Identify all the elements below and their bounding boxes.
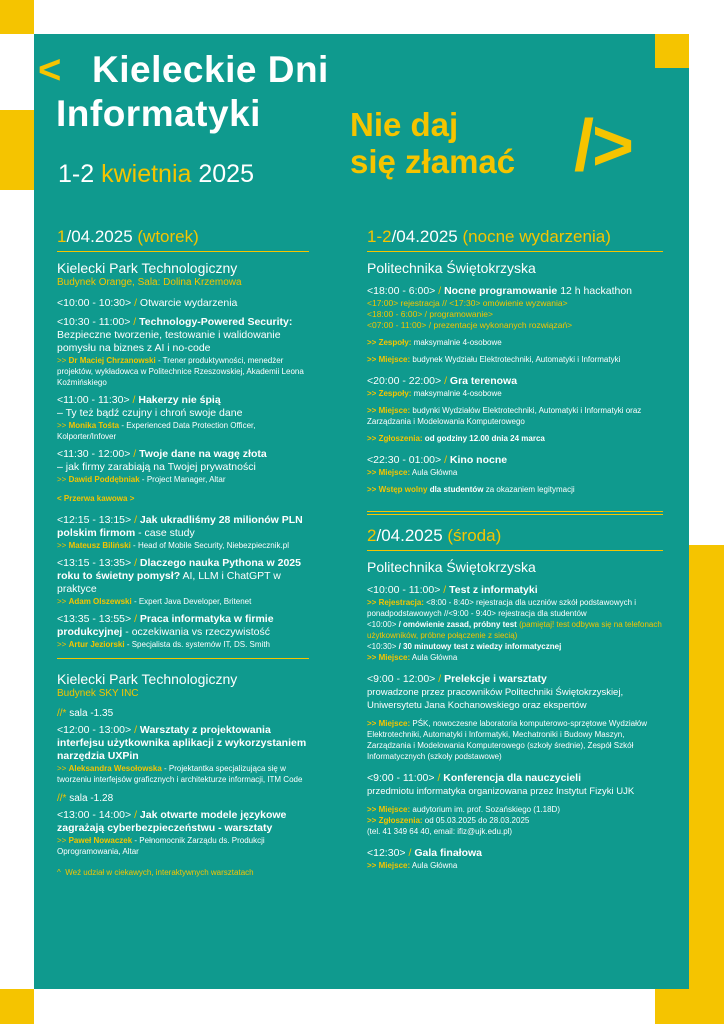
agenda-item: <10:00 - 10:30> / Otwarcie wydarzenia: [57, 297, 238, 309]
agenda-item: <9:00 - 11:00> / Konferencja dla nauczycieli przedmiotu informatyka organizowana przez Instytut Fizyki UJK >> Miejsce: audytorium im. prof. Sozańskiego (1.18D) >> Zgłoszenia: od 05.03.2025 do 28.03.2025 (tel. 41 349 64 40, email: ifiz@ujk.edu.pl): [367, 772, 635, 836]
title-line1: Kieleckie Dni: [92, 49, 329, 90]
agenda-item: <12:15 - 13:15> / Jak ukradliśmy 28 milionów PLN polskim firmom - case study >> Mateusz Biliński - Head of Mobile Security, Niebezpiecznik.pl: [57, 514, 303, 550]
gt-symbol: />: [574, 106, 633, 186]
agenda-item: <13:15 - 13:35> / Dlaczego nauka Pythona w 2025 roku to świetny pomysł? AI, LLM i ChatGPT w praktyce >> Adam Olszewski - Expert Java Developer, Britenet: [57, 557, 301, 606]
deco-block-bottom-left: [0, 989, 34, 1024]
agenda-item: <10:30 - 11:00> / Technology-Powered Security: Bezpieczne tworzenie, testowanie i walidowanie pomysłu na biznes z AI i no-code >> Dr Maciej Chrzanowski - Trener produktywności, menedżer projektów, wykładowca w Politechnice Rzeszowskiej, Akademii Leona Koźmińskiego: [57, 316, 304, 387]
slogan: [350, 106, 515, 180]
venue-subtitle: Budynek SKY INC: [57, 688, 139, 699]
venue-title: Politechnika Świętokrzyska: [367, 559, 536, 575]
day-heading-night: 1-2/04.2025 (nocne wydarzenia): [367, 227, 611, 246]
event-date: [58, 160, 254, 189]
agenda-item: <22:30 - 01:00> / Kino nocne >> Miejsce: Aula Główna >> Wstęp wolny dla studentów za okazaniem legitymacji: [367, 454, 575, 494]
venue-title: Kielecki Park Technologiczny: [57, 671, 238, 687]
agenda-item: <18:00 - 6:00> / Nocne programowanie 12 h hackathon <17:00> rejestracja // <17:30> omówienie wyzwania> <18:00 - 6:00> / programowanie> <07:00 - 11:00> / prezentacje wykonanych rozwiązań> >> Zespoły: maksymalnie 4-osobowe >> Miejsce: budynek Wydziału Elektrotechniki, Automatyki i Informatyki: [367, 285, 633, 364]
agenda-item: <11:00 - 11:30> / Hakerzy nie śpią – Ty też bądź czujny i chroń swoje dane >> Monika Tośta - Experienced Data Protection Officer, Kolporter/Infover: [57, 394, 256, 441]
right-column: [367, 226, 663, 877]
divider: [57, 251, 309, 252]
date-year: 2025: [198, 160, 254, 188]
agenda-item: <20:00 - 22:00> / Gra terenowa >> Zespoły: maksymalnie 4-osobowe >> Miejsce: budynki Wydziałów Elektrotechniki, Automatyki i Informatyki oraz Zarządzania i Modelowania Komputerowego >> Zgłoszenia: od godziny 12.00 dnia 24 marca: [367, 375, 642, 443]
lt-symbol: <: [38, 48, 62, 92]
poster: [34, 34, 689, 989]
agenda-item: <10:00 - 11:00> / Test z informatyki >> Rejestracja: <8:00 - 8:40> rejestracja dla uczniów szkół podstawowych i ponadpodstawowych //<9:00 - 9:40> rejestracja dla studentów <10:00> / omówienie zasad, próbny test (pamiętaj! test odbywa się na telefonach użytkowników, próbne połączenie z siecią) <10:30> / 30 minutowy test z wiedzy informatycznej >> Miejsce: Aula Główna: [367, 584, 662, 662]
left-column: [57, 226, 309, 878]
agenda-item: <9:00 - 12:00> / Prelekcje i warsztaty prowadzone przez pracowników Politechniki Świętokrzyskiej, Uniwersytetu Jana Kochanowskiego oraz ekspertów >> Miejsce: PŚK, nowoczesne laboratoria komputerowo-sprzętowe Wydziałów Elektrotechniki, Automatyki i Informatyki, Mechatroniki i Budowy Maszyn, Zarządzania i Modelowania Komputerowego (szkoły średnie), Zespół Szkół Informatycznych (szkoły podstawowe): [367, 673, 648, 761]
agenda-item: <13:00 - 14:00> / Jak otwarte modele językowe zagrażają cyberbezpieczeństwu - warsztaty >> Paweł Nowaczek - Pełnomocnik Zarządu ds. Produkcji Oprogramowania, Altar: [57, 809, 287, 856]
day-heading-1: 1/04.2025 (wtorek): [57, 227, 199, 246]
divider: [367, 251, 663, 252]
divider: [367, 550, 663, 551]
room-label: //* sala -1.28: [57, 793, 114, 804]
double-divider: [367, 511, 663, 515]
deco-block-top-left: [0, 0, 34, 34]
agenda-item: <12:00 - 13:00> / Warsztaty z projektowania interfejsu użytkownika aplikacji z wykorzystaniem narzędzia UXPin >> Aleksandra Wesołowska - Projektantka specjalizująca się w tworzeniu interfejsów graficznych i architekturze informacji, ITM Code: [57, 724, 307, 784]
venue-subtitle: Budynek Orange, Sala: Dolina Krzemowa: [57, 277, 242, 288]
day-heading-2: 2/04.2025 (środa): [367, 526, 502, 545]
slogan-line2: się złamać: [350, 143, 516, 180]
divider: [57, 658, 309, 659]
date-month: kwietnia: [101, 160, 192, 188]
footer-note: ^ Weź udział w ciekawych, interaktywnych warsztatach: [57, 868, 254, 877]
deco-square-top-right: [655, 34, 689, 68]
agenda-item: <13:35 - 13:55> / Praca informatyka w firmie produkcyjnej - oczekiwania vs rzeczywistość >> Artur Jeziorski - Specjalista ds. systemów IT, DS. Smith: [57, 613, 274, 649]
deco-block-right: [689, 545, 724, 1024]
chevron-up-icon: ^: [57, 868, 61, 877]
slogan-line1: Nie daj: [350, 106, 459, 143]
agenda-item: <11:30 - 12:00> / Twoje dane na wagę złota – jak firmy zarabiają na Twojej prywatności >> Dawid Poddębniak - Project Manager, Altar: [57, 448, 267, 484]
venue-title: Kielecki Park Technologiczny: [57, 260, 238, 276]
deco-block-bottom-right: [655, 989, 689, 1024]
title-line2: Informatyki: [56, 93, 261, 134]
event-title: [56, 48, 329, 136]
deco-block-left: [0, 110, 34, 190]
agenda-item: <12:30> / Gala finałowa >> Miejsce: Aula Główna: [367, 847, 482, 870]
coffee-break: < Przerwa kawowa >: [57, 494, 135, 503]
room-label: //* sala -1.35: [57, 708, 114, 719]
venue-title: Politechnika Świętokrzyska: [367, 260, 536, 276]
date-days: 1-2: [58, 160, 95, 188]
